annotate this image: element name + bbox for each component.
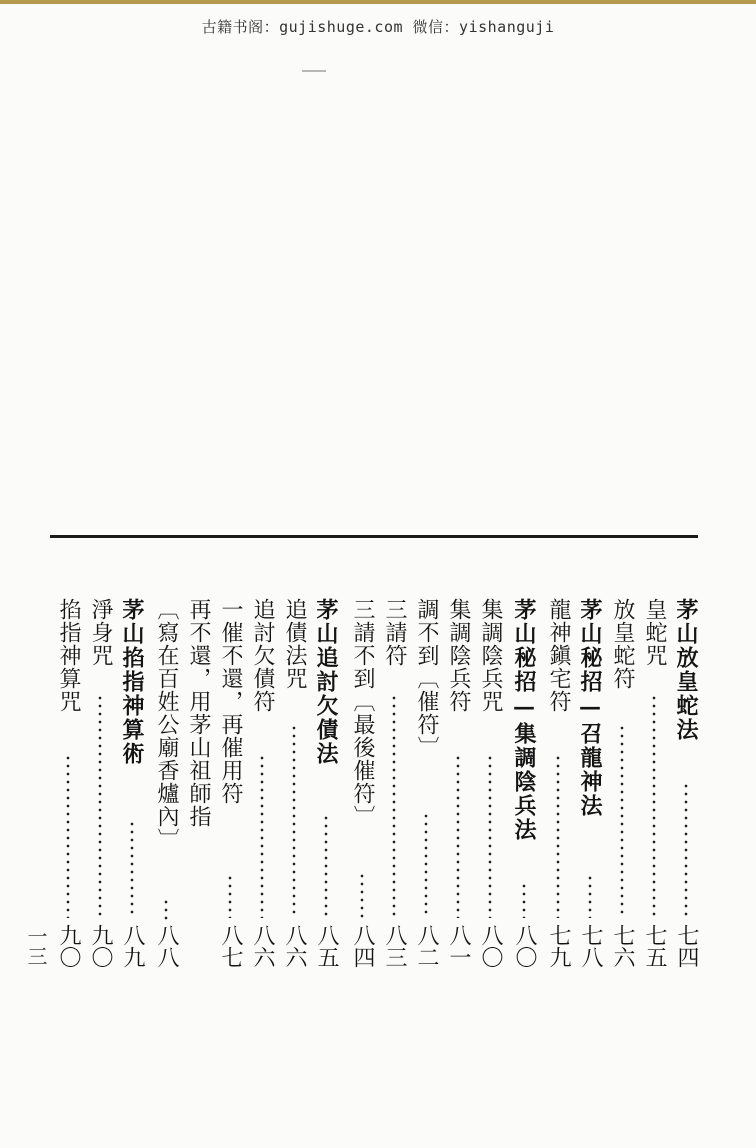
dot-leader	[456, 754, 460, 918]
dot-leader	[522, 882, 526, 918]
toc-page: 九〇	[56, 924, 81, 968]
toc-entry	[279, 598, 309, 998]
toc-title: 茅山放皇蛇法	[673, 598, 699, 742]
dot-leader	[488, 754, 492, 918]
toc-entry	[53, 598, 83, 998]
page-number: 一三	[24, 926, 48, 966]
toc-entry	[85, 598, 115, 998]
dot-leader	[292, 724, 296, 918]
toc-entry	[543, 598, 573, 998]
toc-page: 七九	[546, 924, 571, 968]
dot-leader	[66, 754, 70, 918]
toc-page: 八〇	[512, 924, 537, 968]
toc-title: 〔寫在百姓公廟香爐內〕	[154, 598, 179, 851]
dot-leader	[684, 782, 688, 918]
toc-page: 八九	[120, 924, 145, 968]
dot-leader	[130, 820, 134, 918]
toc-page: 八〇	[478, 924, 503, 968]
toc-title: 三請符	[382, 598, 407, 667]
toc-title: 追討欠債符	[250, 598, 275, 713]
dot-leader	[588, 874, 592, 918]
toc-title: 茅山秘招—召龍神法	[577, 598, 603, 818]
watermark: 古籍书阁：gujishuge.com 微信：yishanguji	[201, 18, 555, 36]
toc-title: 集調陰兵符	[446, 598, 471, 713]
toc-entry	[347, 598, 377, 998]
toc-title: 再不還，用茅山祖師指	[186, 598, 211, 828]
toc-title: 放皇蛇符	[610, 598, 635, 690]
toc-title: 掐指神算咒	[56, 598, 81, 713]
dot-leader	[620, 724, 624, 918]
toc-title: 茅山秘招—集調陰兵法	[511, 598, 537, 842]
dot-leader	[652, 694, 656, 918]
dot-leader	[424, 812, 428, 918]
toc-entry	[379, 598, 409, 998]
toc-title: 集調陰兵咒	[478, 598, 503, 713]
toc-entry	[247, 598, 277, 998]
dot-leader	[324, 814, 328, 918]
toc-title: 茅山掐指神算術	[119, 598, 145, 766]
toc-title: 一催不還，再催用符	[218, 598, 243, 805]
top-border	[0, 0, 756, 4]
dot-leader	[556, 754, 560, 918]
toc-title: 淨身咒	[88, 598, 113, 667]
toc-page: 八二	[414, 924, 439, 968]
toc-page: 七八	[578, 924, 603, 968]
dot-leader	[392, 694, 396, 918]
table-of-contents	[0, 598, 756, 1018]
toc-title: 皇蛇咒	[642, 598, 667, 667]
toc-entry	[671, 598, 701, 998]
toc-page: 八一	[446, 924, 471, 968]
toc-title: 追債法咒	[282, 598, 307, 690]
toc-entry	[411, 598, 441, 998]
toc-entry	[117, 598, 147, 998]
toc-entry	[183, 598, 213, 998]
toc-page: 七六	[610, 924, 635, 968]
toc-page: 七四	[674, 924, 699, 968]
dot-leader	[228, 874, 232, 918]
toc-page: 七五	[642, 924, 667, 968]
toc-entry	[215, 598, 245, 998]
toc-page: 八七	[218, 924, 243, 968]
toc-page: 八三	[382, 924, 407, 968]
toc-page: 八六	[282, 924, 307, 968]
toc-page: 八四	[350, 924, 375, 968]
dot-leader	[164, 898, 168, 920]
dot-leader	[98, 694, 102, 918]
toc-entry	[151, 598, 181, 998]
toc-entry	[475, 598, 505, 998]
toc-entry	[509, 598, 539, 998]
toc-page: 九〇	[88, 924, 113, 968]
dot-leader	[360, 872, 364, 918]
toc-entry	[575, 598, 605, 998]
toc-title: 三請不到〔最後催符〕	[350, 598, 375, 828]
toc-entry	[607, 598, 637, 998]
dot-leader	[260, 754, 264, 918]
print-smudge	[302, 70, 326, 72]
toc-entry	[311, 598, 341, 998]
toc-entry	[443, 598, 473, 998]
toc-title: 調不到〔催符〕	[414, 598, 439, 759]
toc-page: 八六	[250, 924, 275, 968]
toc-title: 龍神鎭宅符	[546, 598, 571, 713]
toc-entry	[639, 598, 669, 998]
toc-page: 八八	[154, 924, 179, 968]
toc-title: 茅山追討欠債法	[313, 598, 339, 766]
horizontal-rule	[50, 535, 698, 538]
toc-page: 八五	[314, 924, 339, 968]
